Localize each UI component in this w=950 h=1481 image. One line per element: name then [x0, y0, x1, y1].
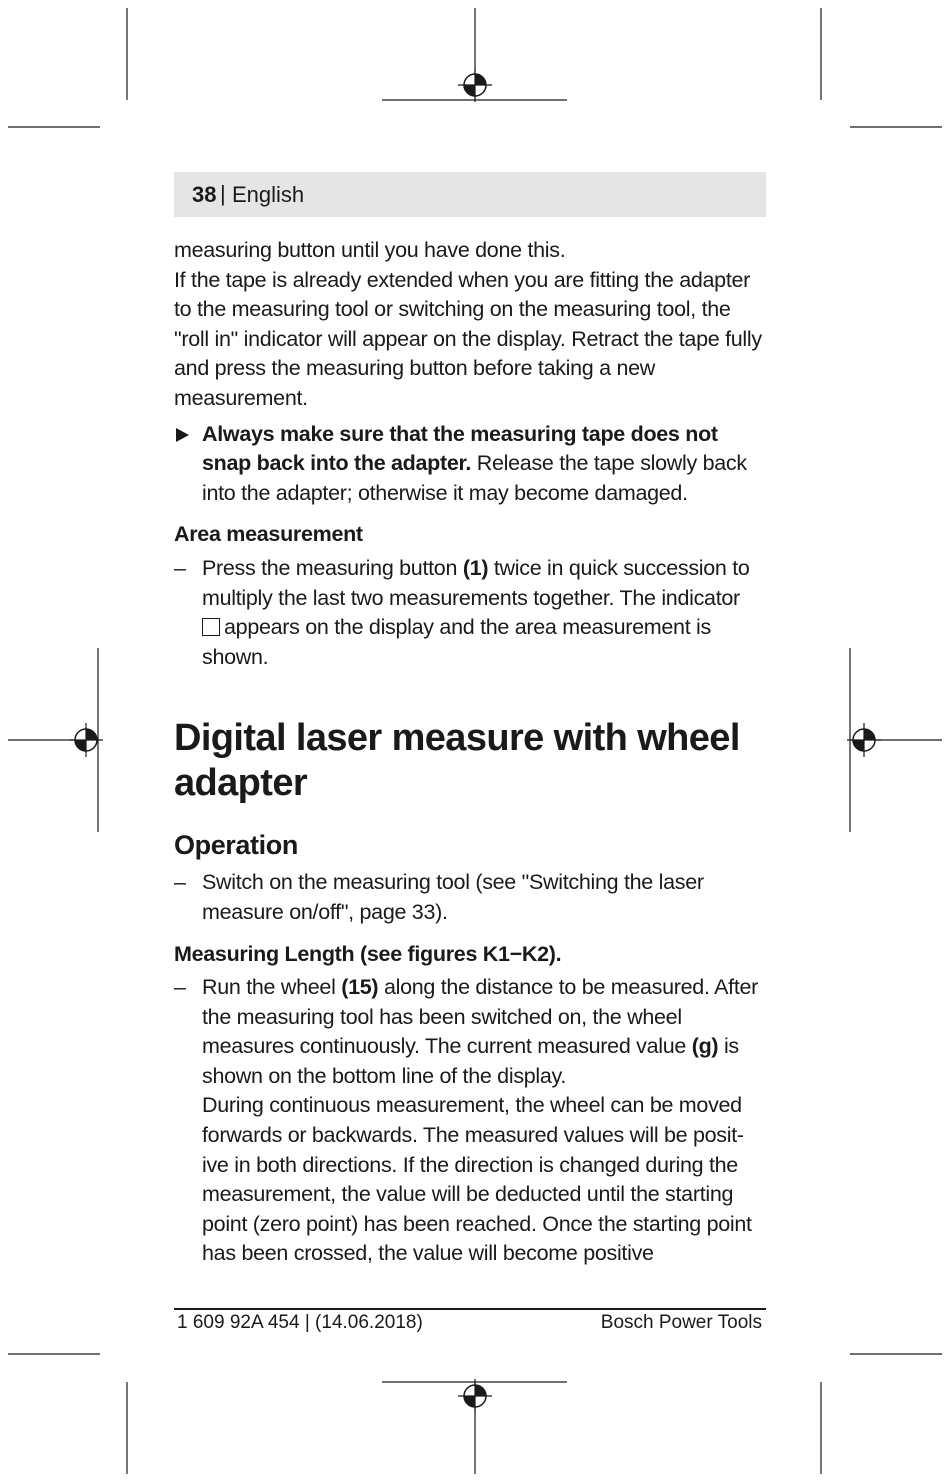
length-heading: Measuring Length (see figures K1−K2). [174, 941, 562, 966]
page-header [174, 172, 766, 217]
registration-target-bottom [458, 1379, 492, 1413]
operation-text: Switch on the measuring tool (see "Switching the laser measure on/off", page 33). [202, 870, 704, 924]
footer-rule [174, 1308, 766, 1310]
length-text-2: along the distance to be measured. After the measuring tool has been switched on, the wheel measures continuously. The current measured value [202, 975, 759, 1059]
registration-target-right [847, 723, 881, 757]
warning-item [174, 420, 766, 509]
intro-continued: measuring button until you have done this. [174, 238, 566, 262]
area-item [174, 554, 766, 672]
length-item [174, 973, 766, 1269]
operation-heading: Operation [174, 830, 298, 861]
length-ref-1: (15) [341, 975, 379, 1000]
area-text-3: appears on the display and the area measurement is shown. [202, 615, 711, 669]
warning-text: Release the tape slowly back into the adapter; otherwise it may become damaged. [202, 451, 747, 505]
dash-marker: – [174, 975, 186, 1000]
dash-marker: – [174, 870, 186, 895]
page-number: 38 [192, 182, 217, 207]
area-text-2: twice in quick succession to multiply the last two measurements together. The indicator [202, 555, 750, 610]
area-text-1: Press the measuring button [202, 555, 463, 580]
dash-marker: – [174, 555, 186, 580]
warning-bold-text: Always make sure that the measuring tape does not snap back into the adapter. [202, 421, 718, 476]
area-heading: Area measurement [174, 522, 363, 547]
section-title: Digital laser measure with wheel adapter [174, 717, 740, 805]
operation-item [174, 868, 766, 927]
page-body [174, 236, 766, 1269]
length-paragraph-2: During continuous measurement, the wheel can be moved forwards or backwards. The measured values will be posit-ive in both directions. If the direction is changed during the measurement, the value will be deducted until the starting point (zero point) has been reached. Once the starting point has been crossed, the value will become positive [202, 1093, 752, 1266]
area-indicator-icon [202, 618, 220, 636]
header-separator: | [220, 181, 226, 206]
area-ref: (1) [462, 555, 489, 580]
length-text-1: Run the wheel [202, 975, 342, 1000]
footer-brand: Bosch Power Tools [600, 1312, 762, 1333]
length-text-3: is shown on the bottom line of the display. [202, 1034, 739, 1088]
intro-paragraph: If the tape is already extended when you are fitting the adapter to the measuring tool or switching on the measuring tool, the "roll in" indicator will appear on the display. Retract the tape fully and press the measuring button before taking a new measurement. [174, 267, 762, 410]
footer-doc-id: 1 609 92A 454 | (14.06.2018) [177, 1312, 423, 1333]
length-ref-2: (g) [691, 1034, 719, 1059]
bullet-triangle-icon [176, 428, 189, 442]
header-language: English [232, 182, 305, 207]
registration-target-top [458, 68, 492, 102]
